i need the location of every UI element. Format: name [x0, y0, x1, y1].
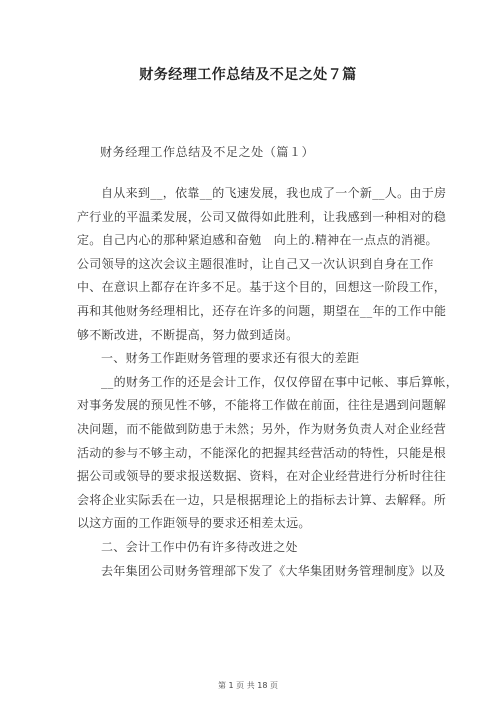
section-heading: 财务经理工作总结及不足之处（篇１）	[100, 145, 315, 159]
paragraph-line: 据公司或领导的要求报送数据、资料，在对企业经营进行分析时往往	[77, 469, 447, 484]
paragraph-line: 公司领导的这次会议主题很准时，让自己又一次认识到自身在工作	[77, 256, 434, 271]
paragraph-line: 再和其他财务经理相比，还存在许多的问题，期望在__年的工作中能	[77, 303, 447, 318]
paragraph-line: 自从来到__，依靠__的飞速发展，我也成了一个新__人。由于房	[101, 186, 447, 200]
paragraph-line: 够不断改进，不断提高，努力做到适岗。	[77, 327, 299, 342]
subheading-line: 二、会计工作中仍有许多待改进之处	[101, 539, 298, 554]
paragraph-line: 对事务发展的预见性不够，不能将工作做在前面，往往是遇到问题解	[77, 398, 447, 413]
paragraph-line: 活动的参与不够主动，不能深化的把握其经营活动的特性，只能是根	[77, 445, 447, 460]
document-title: 财务经理工作总结及不足之处７篇	[139, 67, 357, 83]
body-text	[77, 182, 459, 583]
paragraph-line: 会将企业实际丢在一边，只是根据理论上的指标去计算、去解释。所	[77, 492, 447, 507]
paragraph-line: 去年集团公司财务管理部下发了《大华集团财务管理制度》以及	[101, 563, 446, 578]
paragraph-line: 决问题，而不能做到防患于未然；另外，作为财务负责人对企业经营	[77, 421, 447, 436]
paragraph-line: 产行业的平温柔发展，公司又做得如此胜利，让我感到一种相对的稳	[77, 209, 447, 224]
subheading-line: 一、财务工作距财务管理的要求还有很大的差距	[101, 351, 360, 366]
paragraph-line: __的财务工作的还是会计工作，仅仅停留在事中记帐、事后算帐，	[101, 374, 459, 389]
page-footer: 第 1 页 共 18 页	[218, 681, 278, 690]
paragraph-line: 以这方面的工作距领导的要求还相差太远。	[77, 516, 311, 531]
paragraph-line: 定。自己内心的那种紧迫感和奋勉 向上的.精神在一点点的消褪。	[77, 233, 438, 248]
paragraph-line: 中、在意识上都存在许多不足。基于这个目的，回想这一阶段工作，	[77, 280, 447, 295]
